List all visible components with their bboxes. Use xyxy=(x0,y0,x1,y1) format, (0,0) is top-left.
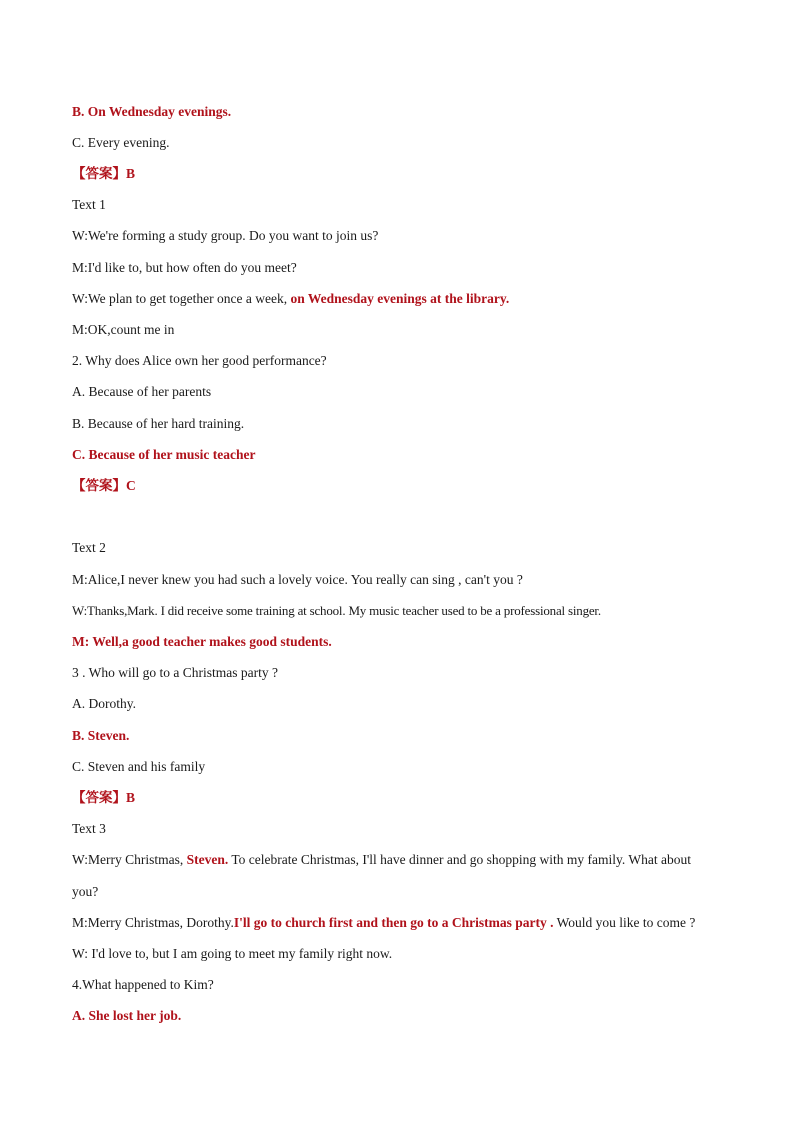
text3-line2 xyxy=(72,914,732,932)
text1-line1: W:We're forming a study group. Do you want to join us? xyxy=(72,228,379,243)
text3-line3: W: I'd love to, but I am going to meet my family right now. xyxy=(72,946,393,961)
text3-line1-end: To celebrate Christmas, I'll have dinner and go shopping with my family. What about xyxy=(228,852,691,867)
q2-option-a: A. Because of her parents xyxy=(72,384,212,399)
text1-title: Text 1 xyxy=(72,197,106,212)
q3-option-b-correct: B. Steven. xyxy=(72,728,130,743)
q2-answer: 【答案】C xyxy=(72,478,136,493)
text1-line2: M:I'd like to, but how often do you meet? xyxy=(72,260,297,275)
text2-line3-highlight: M: Well,a good teacher makes good students. xyxy=(72,634,332,649)
text1-line3-highlight: on Wednesday evenings at the library. xyxy=(290,291,510,306)
text3-line1-highlight: Steven. xyxy=(186,852,229,867)
q2-option-b: B. Because of her hard training. xyxy=(72,416,245,431)
q2-option-c-correct: C. Because of her music teacher xyxy=(72,447,256,462)
q3-option-c: C. Steven and his family xyxy=(72,759,206,774)
text2-title: Text 2 xyxy=(72,540,106,555)
text1-line4: M:OK,count me in xyxy=(72,322,175,337)
q3-question: 3 . Who will go to a Christmas party ? xyxy=(72,665,278,680)
q3-option-a: A. Dorothy. xyxy=(72,696,136,711)
text1-line3-plain: W:We plan to get together once a week, xyxy=(72,291,291,306)
q4-question: 4.What happened to Kim? xyxy=(72,977,214,992)
text3-line2-highlight: I'll go to church first and then go to a Christmas party . xyxy=(233,915,554,930)
text3-line2-end: Would you like to come ? xyxy=(553,915,696,930)
q4-option-a-correct: A. She lost her job. xyxy=(72,1008,182,1023)
text3-line2-start: M:Merry Christmas, Dorothy. xyxy=(72,915,234,930)
text3-line1-start: W:Merry Christmas, xyxy=(72,852,187,867)
q1-option-b-correct: B. On Wednesday evenings. xyxy=(72,104,232,119)
q2-question: 2. Why does Alice own her good performance? xyxy=(72,353,327,368)
text2-line2: W:Thanks,Mark. I did receive some training at school. My music teacher used to be a professional singer. xyxy=(72,603,601,618)
text3-title: Text 3 xyxy=(72,821,106,836)
text3-line1 xyxy=(72,851,732,869)
text2-line1: M:Alice,I never knew you had such a lovely voice. You really can sing , can't you ? xyxy=(72,572,523,587)
q3-answer: 【答案】B xyxy=(72,790,136,805)
q1-option-c: C. Every evening. xyxy=(72,135,170,150)
q1-answer: 【答案】B xyxy=(72,166,136,181)
text3-line1-continuation: you? xyxy=(72,884,99,899)
text1-line3 xyxy=(72,290,732,308)
